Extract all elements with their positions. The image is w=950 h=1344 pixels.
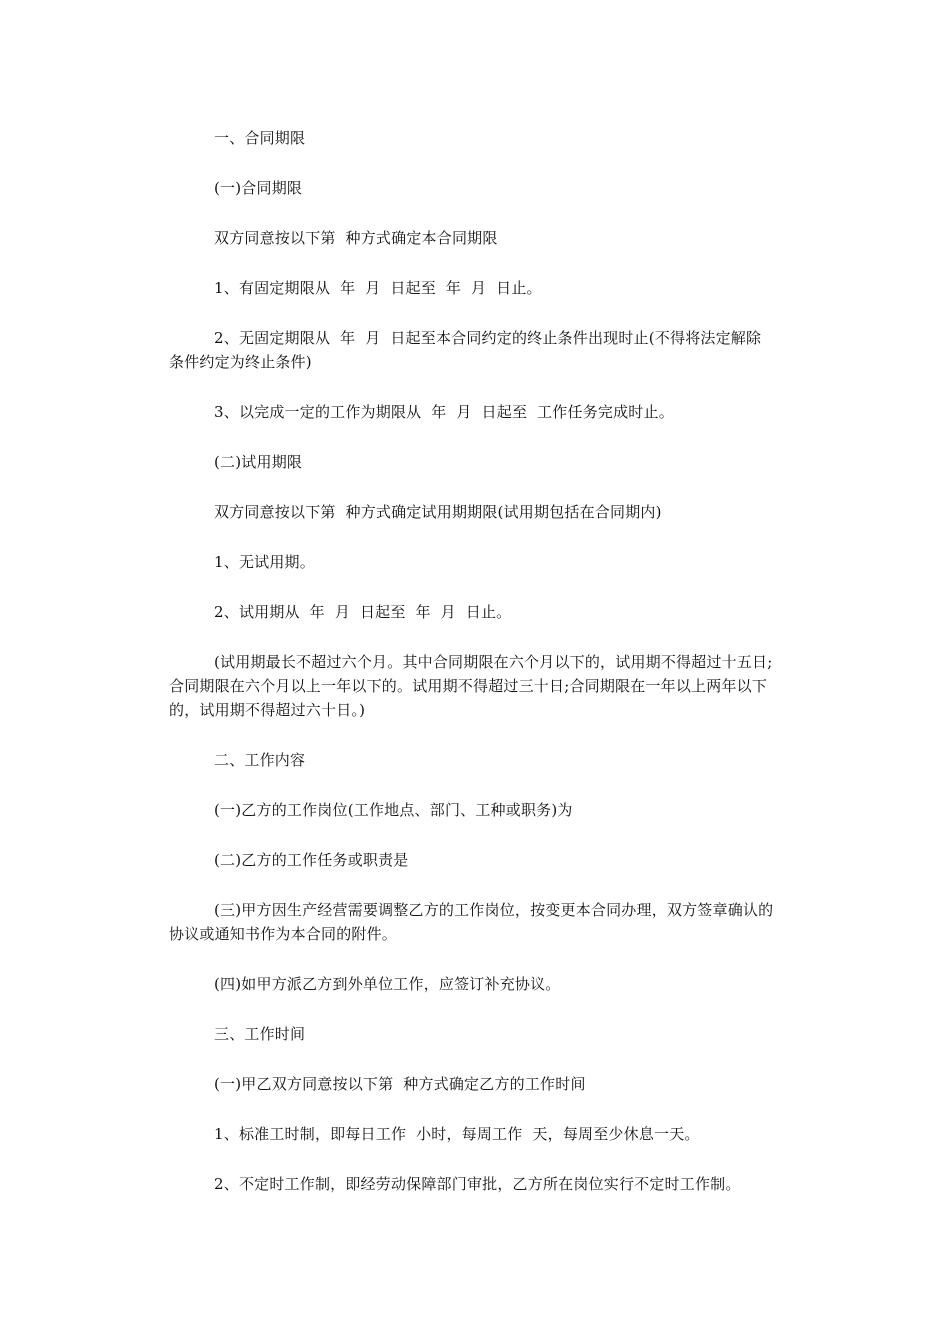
paragraph-external-assignment: (四)如甲方派乙方到外单位工作，应签订补充协议。 [214, 975, 561, 993]
section-heading-work-content: 二、工作内容 [214, 751, 306, 769]
paragraph-open-term: 2、无固定期限从 年 月 日起至本合同约定的终止条件出现时止(不得将法定解除条件约定为终止条件) [169, 329, 762, 371]
paragraph-task-term: 3、以完成一定的工作为期限从 年 月 日起至 工作任务完成时止。 [214, 403, 674, 421]
paragraph-work-post: (一)乙方的工作岗位(工作地点、部门、工种或职务)为 [214, 801, 573, 819]
subheading-contract-term: (一)合同期限 [214, 179, 303, 197]
paragraph-hours-method: (一)甲乙双方同意按以下第 种方式确定乙方的工作时间 [214, 1075, 586, 1093]
paragraph-no-probation: 1、无试用期。 [214, 553, 315, 571]
paragraph-post-adjustment: (三)甲方因生产经营需要调整乙方的工作岗位，按变更本合同办理，双方签章确认的协议或通知书作为本合同的附件。 [169, 901, 774, 943]
section-heading-work-hours: 三、工作时间 [214, 1025, 306, 1043]
subheading-probation: (二)试用期限 [214, 453, 303, 471]
paragraph-standard-hours: 1、标准工时制，即每日工作 小时，每周工作 天，每周至少休息一天。 [214, 1125, 700, 1143]
section-heading-contract-term: 一、合同期限 [214, 129, 306, 147]
paragraph-fixed-term: 1、有固定期限从 年 月 日起至 年 月 日止。 [214, 279, 542, 297]
paragraph-probation-period: 2、试用期从 年 月 日起至 年 月 日止。 [214, 603, 512, 621]
paragraph-work-duties: (二)乙方的工作任务或职责是 [214, 851, 409, 869]
paragraph-probation-note: (试用期最长不超过六个月。其中合同期限在六个月以下的，试用期不得超过十五日;合同期限在六个月以上一年以下的。试用期不得超过三十日;合同期限在一年以上两年以下的，试用期不得超过六十日。) [169, 653, 773, 719]
paragraph-flexible-hours: 2、不定时工作制，即经劳动保障部门审批，乙方所在岗位实行不定时工作制。 [214, 1175, 741, 1193]
paragraph-probation-method: 双方同意按以下第 种方式确定试用期期限(试用期包括在合同期内) [214, 503, 662, 521]
paragraph-term-method: 双方同意按以下第 种方式确定本合同期限 [214, 229, 498, 247]
